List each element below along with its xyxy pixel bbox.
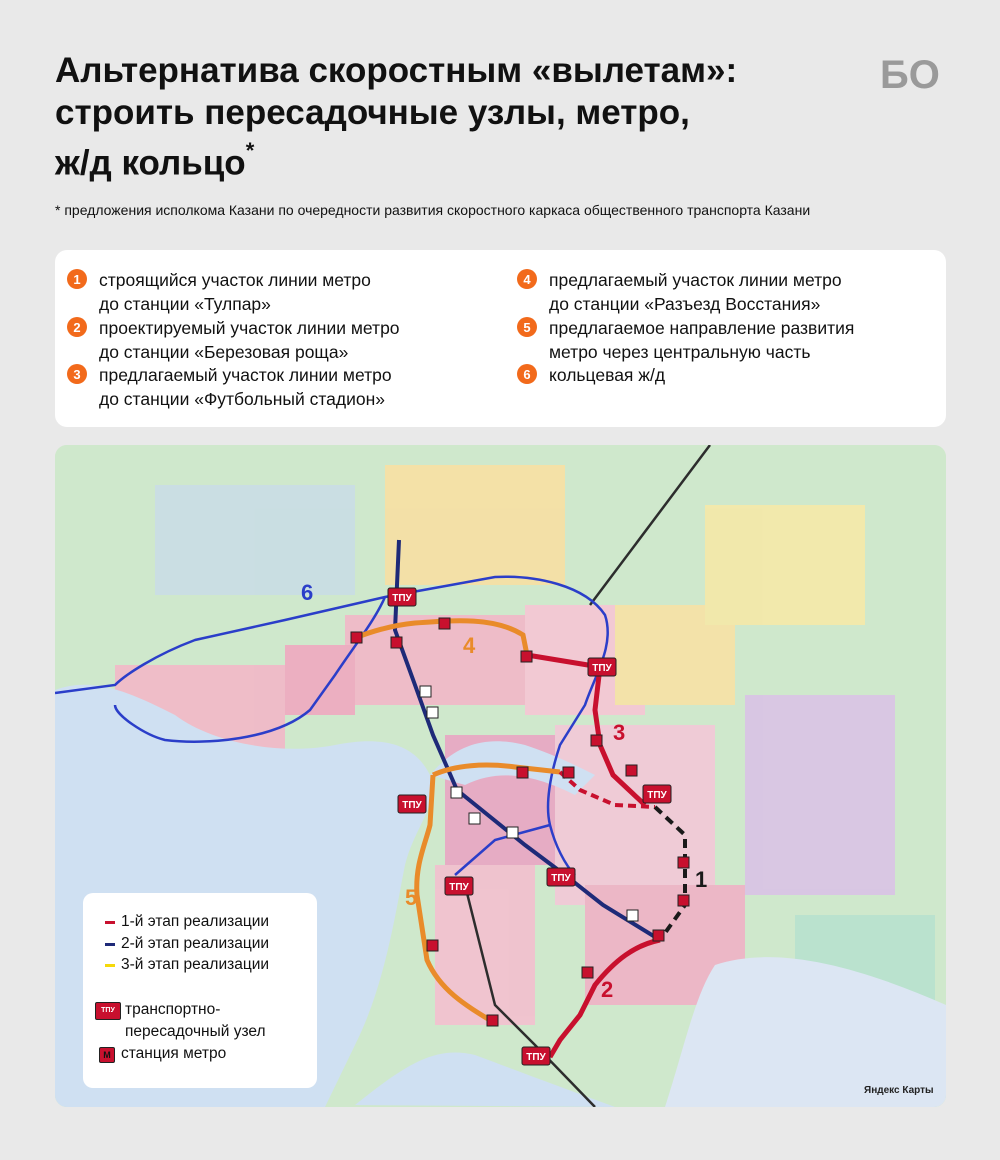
- bo-logo: [880, 52, 950, 94]
- metro-station: [427, 940, 438, 951]
- map-attribution: Яндекс Карты: [864, 1085, 934, 1096]
- tpu-hub: [398, 795, 426, 813]
- stage-3-swatch: [105, 964, 115, 967]
- metro-caption: станция метро: [121, 1045, 227, 1062]
- route-label-6: 6: [301, 580, 314, 605]
- tpu-symbol: ТПУ: [95, 1002, 121, 1020]
- metro-station: [427, 707, 438, 718]
- metro-station: [521, 651, 532, 662]
- tpu-hub: [388, 588, 416, 606]
- page-title: [55, 50, 815, 185]
- district-block: [555, 725, 715, 905]
- stage-2-label: 2-й этап реализации: [121, 935, 270, 952]
- metro-station: [517, 767, 528, 778]
- svg-text:ТПУ: ТПУ: [526, 1052, 546, 1063]
- route-label-4: 4: [463, 633, 476, 658]
- legend-badge-2: 2: [67, 317, 87, 337]
- metro-station: [653, 930, 664, 941]
- metro-station: [439, 618, 450, 629]
- metro-station: [678, 895, 689, 906]
- tpu-hub: [547, 868, 575, 886]
- svg-text:ТПУ: ТПУ: [592, 663, 612, 674]
- title-line-2: строить пересадочные узлы, метро,: [55, 93, 690, 132]
- stage-1-label: 1-й этап реализации: [121, 913, 270, 930]
- stage-3-label: 3-й этап реализации: [121, 956, 270, 973]
- route-label-2: 2: [601, 977, 614, 1002]
- metro-station: [420, 686, 431, 697]
- district-block: [385, 465, 565, 585]
- legend-item-4: [517, 268, 842, 316]
- district-block: [155, 485, 355, 595]
- legend-text-4: предлагаемый участок линии метро до станции «Разъезд Восстания»: [549, 270, 842, 314]
- stage-1-swatch: [105, 921, 115, 924]
- metro-station: [487, 1015, 498, 1026]
- legend-item-6: [517, 363, 665, 387]
- map-legend-box: [83, 893, 317, 1088]
- metro-station: [563, 767, 574, 778]
- metro-station: [391, 637, 402, 648]
- legend-item-1: [67, 268, 371, 316]
- metro-station: [451, 787, 462, 798]
- title-asterisk: *: [245, 138, 255, 163]
- title-line-1: Альтернатива скоростным «вылетам»:: [55, 51, 738, 90]
- legend-text-3: предлагаемый участок линии метро до станции «Футбольный стадион»: [99, 365, 392, 409]
- metro-station: [627, 910, 638, 921]
- title-line-3: ж/д кольцо: [55, 143, 246, 183]
- legend-badge-5: 5: [517, 317, 537, 337]
- svg-text:ТПУ: ТПУ: [551, 873, 571, 884]
- tpu-hub: [588, 658, 616, 676]
- legend-badge-1: 1: [67, 269, 87, 289]
- district-block: [705, 505, 865, 625]
- legend-text-2: проектируемый участок линии метро до станции «Березовая роща»: [99, 318, 400, 362]
- logo-text: БО: [880, 53, 940, 94]
- metro-station: [351, 632, 362, 643]
- tpu-hub: [445, 877, 473, 895]
- district-block: [745, 695, 895, 895]
- stage-2-row: [105, 935, 269, 953]
- metro-station: [507, 827, 518, 838]
- tpu-hub: [522, 1047, 550, 1065]
- route-label-1: 1: [695, 867, 708, 892]
- tpu-legend-row: [95, 999, 266, 1043]
- metro-station: [626, 765, 637, 776]
- stage-1-row: [105, 913, 269, 931]
- legend-badge-4: 4: [517, 269, 537, 289]
- legend-badge-3: 3: [67, 364, 87, 384]
- route-label-5: 5: [405, 885, 418, 910]
- svg-text:ТПУ: ТПУ: [402, 800, 422, 811]
- tpu-hub: [643, 785, 671, 803]
- stage-2-swatch: [105, 943, 115, 946]
- legend-text-1: строящийся участок линии метро до станции «Тулпар»: [99, 270, 371, 314]
- svg-text:ТПУ: ТПУ: [449, 882, 469, 893]
- legend-text-6: кольцевая ж/д: [549, 365, 666, 385]
- district-block: [285, 645, 355, 715]
- metro-legend-row: [95, 1043, 226, 1065]
- legend-item-3: [67, 363, 392, 411]
- legend-item-2: [67, 316, 400, 364]
- legend-text-5: предлагаемое направление развития метро через центральную часть: [549, 318, 855, 362]
- tpu-caption: транспортно- пересадочный узел: [125, 1001, 266, 1040]
- legend-badge-6: 6: [517, 364, 537, 384]
- metro-station: [678, 857, 689, 868]
- metro-station: [582, 967, 593, 978]
- legend-card: [55, 250, 946, 427]
- footnote: * предложения исполкома Казани по очередности развития скоростного каркаса общественного транспорта Казани: [55, 202, 811, 218]
- stage-3-row: [105, 956, 269, 974]
- metro-symbol: М: [99, 1047, 115, 1063]
- metro-station: [469, 813, 480, 824]
- svg-text:ТПУ: ТПУ: [647, 790, 667, 801]
- svg-text:ТПУ: ТПУ: [392, 593, 412, 604]
- legend-item-5: [517, 316, 854, 364]
- metro-station: [591, 735, 602, 746]
- route-label-3: 3: [613, 720, 626, 745]
- district-block: [345, 615, 525, 705]
